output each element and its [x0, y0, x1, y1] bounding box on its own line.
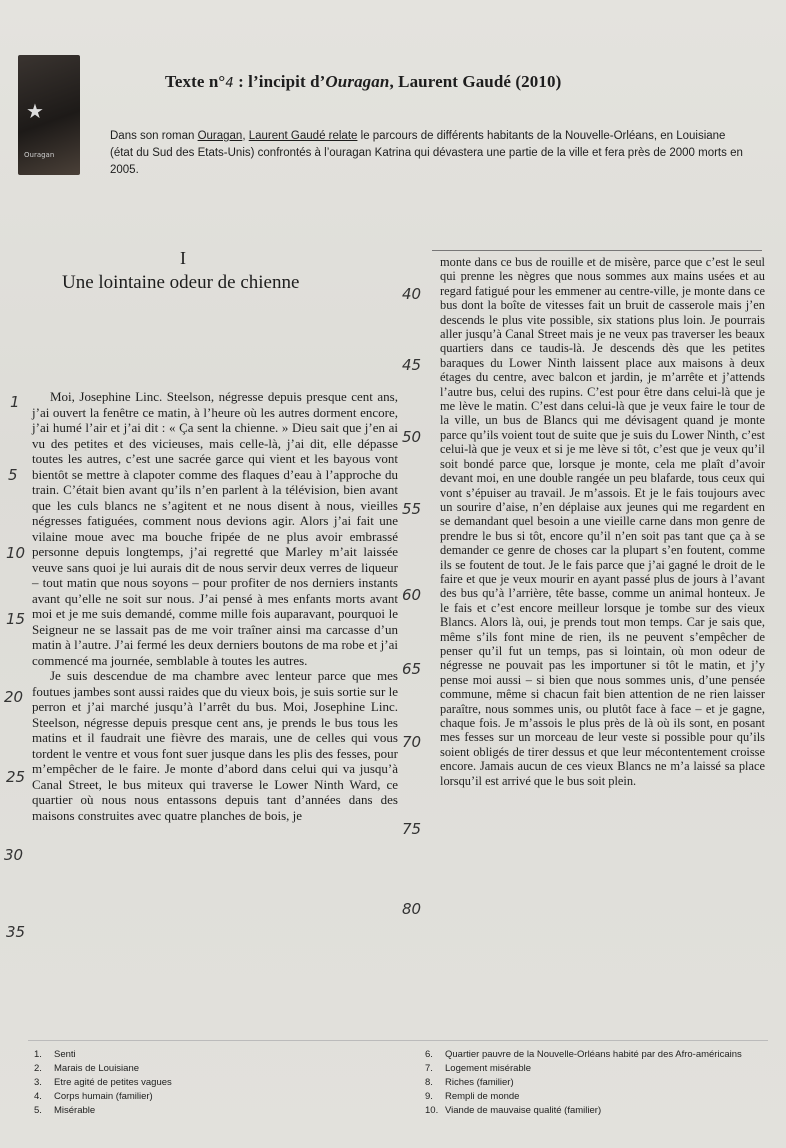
footnote-number: 10.: [425, 1105, 439, 1116]
document-title: [165, 72, 561, 92]
line-number: 80: [402, 900, 422, 918]
line-number: 15: [6, 610, 26, 628]
intro-author: Laurent Gaudé relate: [248, 130, 358, 142]
title-suffix: , Laurent Gaudé (2010): [389, 72, 562, 91]
footnote-number: 9.: [425, 1091, 433, 1102]
paragraph: Moi, Josephine Linc. Steelson, négresse depuis presque cent ans, j’ai ouvert la fenêtre ce matin, à l’heure où les autres dorment encore, j’ai humé l’air et j’ai dit : « Ça sent la chienne. » Dieu sait que j’en ai vu des petites et des vicieuses, mais celle-là, j’ai dit, elle dépasse toutes les autres, c’est une sacrée garce qui vient et les bayous vont bientôt se mettre à clapoter comme des flaques d’eau à l’approche du train. C’était bien avant qu’ils n’en parlent à la télévision, bien avant que les culs blancs ne s’agitent et ne nous disent à nous, vieilles négresses fatiguées, comment nous devions agir. Alors j’ai fait une vilaine moue avec ma bouche fripée de ne plus avoir embrassé personne depuis longtemps, j’ai regretté que Marley m’ait laissée veuve sans quoi je lui aurais dit de nous servir deux verres de liqueur – tout matin que nous soyons – pour profiter de nos derniers instants avant qu’elle ne soit sur nous. J’ai pensé à mes enfants morts avant moi et je me suis demandé, comme mille fois auparavant, pourquoi le Seigneur ne se lassait pas de me voir traîner ainsi ma carcasse d’un matin à l’autre. J’ai fermé les deux derniers boutons de ma robe et j’ai commencé ma journée, semblable à toutes les autres.: [32, 389, 398, 668]
line-number: 30: [4, 846, 24, 864]
footnote: [425, 1048, 770, 1062]
line-number: 40: [402, 285, 422, 303]
line-number: 1: [10, 393, 20, 411]
footnote-text: Etre agité de petites vagues: [54, 1077, 172, 1088]
line-number: 35: [6, 923, 26, 941]
footnote-text: Corps humain (familier): [54, 1091, 153, 1102]
footnote: [425, 1090, 770, 1104]
chapter-title: Une lointaine odeur de chienne: [62, 272, 300, 293]
footnote-text: Misérable: [54, 1105, 96, 1116]
footnote-text: Riches (familier): [445, 1077, 514, 1088]
intro-paragraph: [110, 128, 750, 179]
title-middle: : l’incipit d’: [233, 72, 326, 91]
line-number: 70: [402, 733, 422, 751]
footnotes-right: [425, 1048, 770, 1118]
book-cover-image: [18, 55, 80, 175]
footnote-number: 8.: [425, 1077, 433, 1088]
footnote: [34, 1104, 364, 1118]
intro-text-2: ,: [242, 130, 249, 142]
line-number: 45: [402, 356, 422, 374]
footnote: [34, 1048, 364, 1062]
footnote-number: 6.: [425, 1049, 433, 1060]
footnote-text: Logement misérable: [445, 1063, 532, 1074]
line-number: 60: [402, 586, 422, 604]
footnote-text: Marais de Louisiane: [54, 1063, 140, 1074]
line-number: 75: [402, 820, 422, 838]
footnote-number: 1.: [34, 1049, 42, 1060]
footnote: [425, 1062, 770, 1076]
divider: [432, 250, 762, 251]
footnotes-left: [34, 1048, 364, 1118]
line-number: 65: [402, 660, 422, 678]
chapter-number: I: [180, 248, 186, 268]
line-number: 25: [6, 768, 26, 786]
paragraph: monte dans ce bus de rouille et de misère, parce que c’est le seul qui prenne les nègres que nous sommes aux mains usées et au regard fatigué pour les emmener au centre-ville, je monte dans ce bus dont la boîte de vitesses fait un bruit de casserole mais j’en descends le plus vite possible, six stations plus loin. Je pourrais aller jusqu’à Canal Street mais je ne veux pas traverser les beaux quartiers dans ce taudis-là. Je descends dès que les petites baraques du Lower Ninth laissent place aux maisons à deux étages du centre, avec balcon et jardin, je m’arrête et j’attends l’autre bus, celui des rupins. C’est pour être dans celui-là que je me lève le matin. C’est dans celui-là que je veux faire le tour de la ville, un bus de Blancs qui me dévisagent quand je monte parce qu’ils voient tout de suite que je suis du Lower Ninth, c’est celui-là que je veux et si je me lève si tôt, c’est que je veux qu’il soit bondé parce que, lorsque je monte, cela me plaît d’avoir devant moi, en une double rangée un peu blafarde, tous ceux qui vont s’épuiser au travail. Je m’assois. Et je le fais toujours avec un sourire d’aise, n’en déplaise aux jeunes qui me regardent en se demandant quel besoin a une vieille carne dans mon genre de prendre le bus si tôt, encore qu’il n’en soit pas tant que ça à se demander ce genre de choses car la plupart s’en foutent, comme ils se foutent de tout. Je le fais parce que j’ai gagné le droit de le faire et que je veux mourir en ayant passé plus de jours à l’avant des bus qu’à l’arrière, tête basse, comme un animal honteux. Je le fais et c’est encore meilleur lorsque je tombe sur des vieux Blancs. Alors là, oui, je prends tout mon temps. Car je sais que, même s’ils font mine de rien, ils ne peuvent s’empêcher de penser qu’il fut un temps, pas si lointain, où mon odeur de négresse ne pouvait pas les importuner si tôt le matin, et j’y pense moi aussi – si bien que nous sommes unis, d’une pensée commune, même si chacun fait bien attention de ne rien laisser paraître, nous sommes unis, ou plutôt face à face – et je gagne, chaque fois. Je m’assois le plus près de là où ils sont, en posant mes fesses sur un morceau de leur veste si possible pour qu’ils soient obligés de tirer dessus et que leur mécontentement croisse encore. Jamais aucun de ces vieux Blancs ne m’a laissé sa place lorsqu’il est arrivé que le bus soit plein.: [440, 255, 765, 788]
footnotes-divider: [28, 1040, 768, 1041]
footnote-number: 4.: [34, 1091, 42, 1102]
footnote-text: Senti: [54, 1049, 76, 1060]
intro-text-1: Dans son roman: [110, 130, 198, 142]
line-number: 50: [402, 428, 422, 446]
line-number: 55: [402, 500, 422, 518]
intro-text-3: le parcours de différents habitants de la Nouvelle-Orléans, en Louisiane (état du Sud des Etats-Unis) confrontés à l’ouragan Katrina qui dévastera une partie de la ville et fera près de 2000 morts en 2005.: [110, 130, 743, 176]
footnote: [34, 1076, 364, 1090]
right-column: [440, 255, 765, 788]
book-cover-label: Ouragan: [24, 151, 55, 159]
title-prefix: Texte n°: [165, 72, 226, 91]
line-number: 20: [4, 688, 24, 706]
star-icon: ★: [26, 99, 44, 123]
paragraph: Je suis descendue de ma chambre avec lenteur parce que mes foutues jambes sont aussi raides que du vieux bois, je suis sortie sur le perron et j’ai marché jusqu’à l’arrêt du bus. Moi, Josephine Linc. Steelson, négresse depuis presque cent ans, je prends le bus tous les matins et il faudrait une fièvre des marais, une de celles qui vous tordent le ventre et vous font suer jusque dans les plis des fesses, pour m’empêcher de le faire. Je monte d’abord dans celui qui va jusqu’à Canal Street, le bus miteux qui traverse le Lower Ninth Ward, ce quartier où nous nous entassons depuis tant d’années dans des maisons construites avec quatre planches de bois, je: [32, 668, 398, 823]
footnote-number: 2.: [34, 1063, 42, 1074]
footnote-text: Quartier pauvre de la Nouvelle-Orléans habité par des Afro-américains: [445, 1049, 742, 1060]
footnote-number: 7.: [425, 1063, 433, 1074]
line-number: 10: [6, 544, 26, 562]
title-book: Ouragan: [325, 72, 390, 91]
left-column: [32, 389, 398, 823]
line-number: 5: [8, 466, 18, 484]
title-handwritten-number: 4: [225, 76, 234, 91]
footnote-number: 3.: [34, 1077, 42, 1088]
intro-book-title: Ouragan: [197, 130, 243, 142]
footnote-text: Rempli de monde: [445, 1091, 520, 1102]
footnote: [425, 1076, 770, 1090]
footnote: [34, 1090, 364, 1104]
footnote-text: Viande de mauvaise qualité (familier): [445, 1105, 602, 1116]
footnote: [425, 1104, 770, 1118]
footnote-number: 5.: [34, 1105, 42, 1116]
footnote: [34, 1062, 364, 1076]
